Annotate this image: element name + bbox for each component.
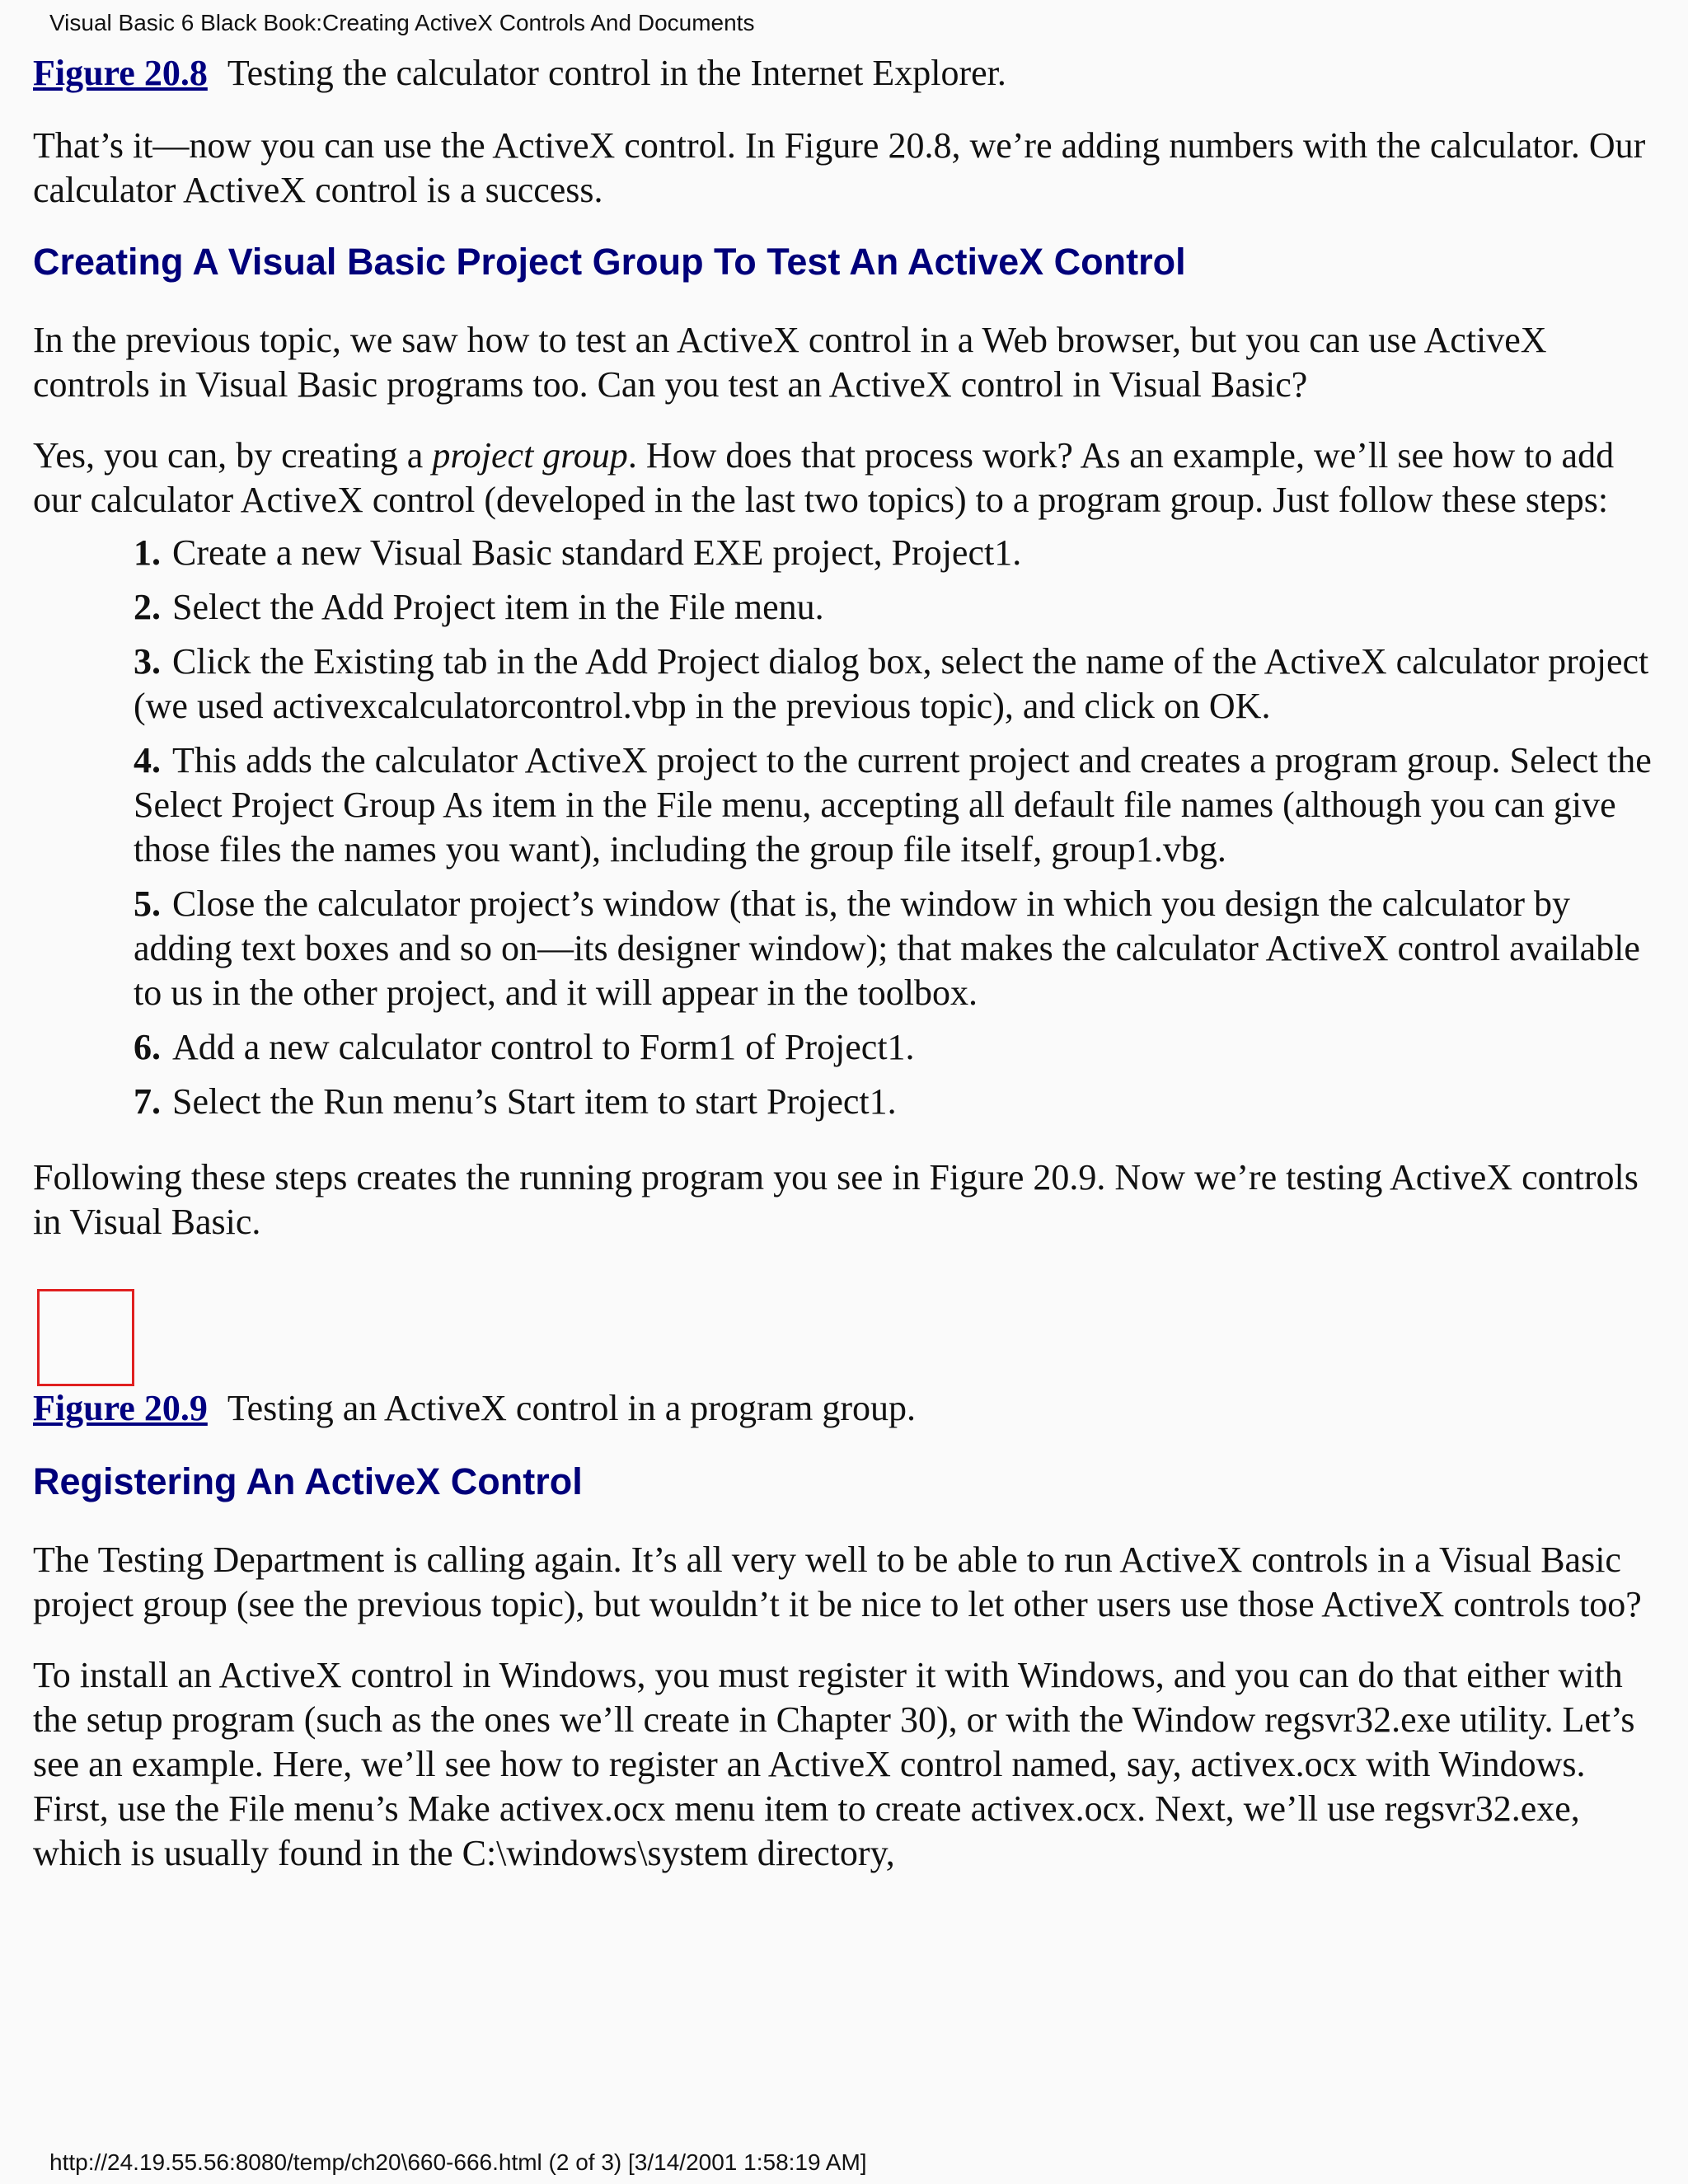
step-text: This adds the calculator ActiveX project to the current project and creates a program group. Select the Select Project Group As item in the File menu, accepting all default file names (although you can give those files the names you want), including the group file itself, group1.vbg.: [134, 740, 1652, 869]
step-text: Select the Add Project item in the File menu.: [172, 587, 824, 627]
step-text: Click the Existing tab in the Add Project dialog box, select the name of the ActiveX calculator project (we used activexcalculatorcontrol.vbp in the previous topic), and click on OK.: [134, 641, 1649, 726]
running-header: Visual Basic 6 Black Book:Creating ActiveX Controls And Documents: [49, 10, 755, 35]
step-text: Close the calculator project’s window (that is, the window in which you design the calculator by adding text boxes and so on—its designer window); that makes the calculator ActiveX control available to us in the other project, and it will appear in the toolbox.: [134, 883, 1640, 1013]
intro-paragraph: That’s it—now you can use the ActiveX control. In Figure 20.8, we’re adding numbers with the calculator. Our calculator ActiveX control is a success.: [33, 125, 1646, 210]
step-number: 2.: [134, 587, 161, 627]
step-item: [134, 738, 1657, 872]
section-heading-registering: Registering An ActiveX Control: [33, 1460, 583, 1502]
step-item: [134, 882, 1657, 1015]
section1-paragraph-3: Following these steps creates the running program you see in Figure 20.9. Now we’re testing ActiveX controls in Visual Basic.: [33, 1157, 1639, 1242]
section1-paragraph-2-end: . How does that process work? As an example, we’ll see how to add our calculator ActiveX control (developed in the last two topics) to a program group. Just follow these steps:: [33, 435, 1615, 520]
step-number: 3.: [134, 641, 161, 682]
step-number: 6.: [134, 1027, 161, 1067]
step-number: 5.: [134, 883, 161, 924]
section-heading-project-group: Creating A Visual Basic Project Group To Test An ActiveX Control: [33, 241, 1186, 283]
step-item: [134, 640, 1657, 729]
step-text: Add a new calculator control to Form1 of Project1.: [172, 1027, 915, 1067]
broken-image-placeholder[interactable]: [37, 1289, 134, 1386]
section1-paragraph-1: In the previous topic, we saw how to test an ActiveX control in a Web browser, but you can use ActiveX controls in Visual Basic programs too. Can you test an ActiveX control in Visual Basic?: [33, 320, 1547, 405]
figure-20-9-link[interactable]: Figure 20.9: [33, 1388, 208, 1428]
step-text: Create a new Visual Basic standard EXE project, Project1.: [172, 532, 1022, 573]
step-item: [134, 1025, 1657, 1070]
page-content: [33, 51, 1657, 1902]
step-number: 1.: [134, 532, 161, 573]
section2-paragraph-1: The Testing Department is calling again. It’s all very well to be able to run ActiveX controls in a Visual Basic project group (see the previous topic), but wouldn’t it be nice to let other users use those ActiveX controls too?: [33, 1540, 1642, 1624]
figure-20-8-caption: [33, 51, 1657, 96]
section1-paragraph-2: [33, 434, 1657, 523]
step-item: [134, 585, 1657, 630]
step-item: [134, 531, 1657, 575]
step-number: 4.: [134, 740, 161, 780]
figure-20-8-link[interactable]: Figure 20.8: [33, 53, 208, 93]
section1-paragraph-2-start: Yes, you can, by creating a: [33, 435, 433, 476]
section2-paragraph-2: To install an ActiveX control in Windows, you must register it with Windows, and you can do that either with the setup program (such as the ones we’ll create in Chapter 30), or with the Window regsvr32.exe utility. Let’s see an example. Here, we’ll see how to register an ActiveX control named, say, activex.ocx with Windows. First, use the File menu’s Make activex.ocx menu item to create activex.ocx. Next, we’ll use regsvr32.exe, which is usually found in the C:\windows\system directory,: [33, 1655, 1635, 1873]
figure-20-8-caption-text: Testing the calculator control in the Internet Explorer.: [227, 53, 1006, 93]
figure-20-9-caption-text: Testing an ActiveX control in a program group.: [227, 1388, 917, 1428]
project-group-term: project group: [432, 435, 628, 476]
steps-list: [33, 531, 1657, 1124]
page-footer-url: http://24.19.55.56:8080/temp/ch20\660-666.html (2 of 3) [3/14/2001 1:58:19 AM]: [49, 2149, 867, 2175]
figure-20-9-caption: [33, 1386, 1657, 1431]
step-item: [134, 1080, 1657, 1124]
step-text: Select the Run menu’s Start item to start Project1.: [172, 1081, 897, 1122]
step-number: 7.: [134, 1081, 161, 1122]
